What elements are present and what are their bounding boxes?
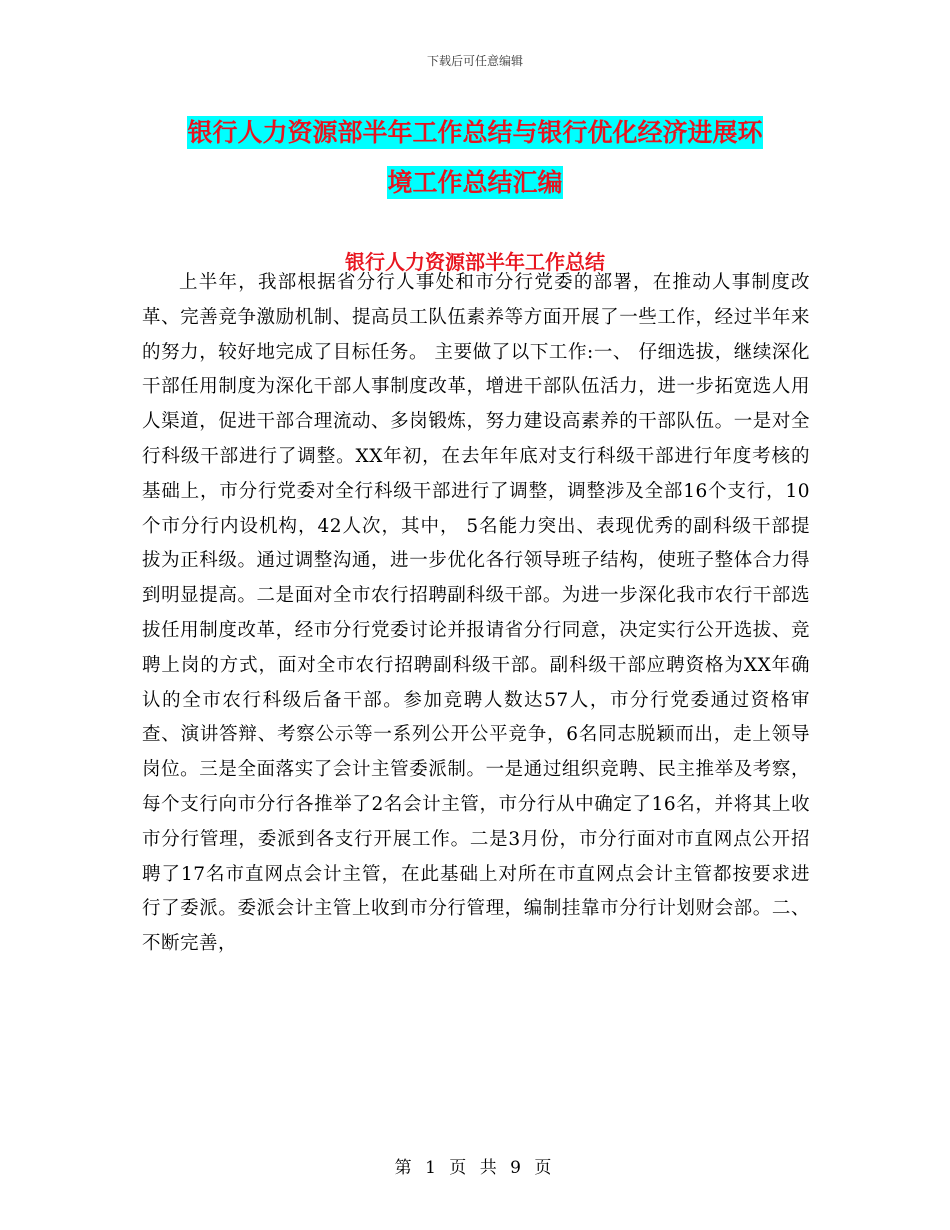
- header-note: 下载后可任意编辑: [426, 54, 523, 68]
- body-paragraph: 上半年，我部根据省分行人事处和市分行党委的部署，在推动人事制度改革、完善竞争激励机制、提高员工队伍素养等方面开展了一些工作，经过半年来的努力，较好地完成了目标任务。 主要做了以下工作:一、 仔细选拔，继续深化干部任用制度为深化干部人事制度改革，增进干部队伍活力，进一步拓宽选人用人渠道，促进干部合理流动、多岗锻炼，努力建设高素养的干部队伍。一是对全行科级干部进行了调整。XX年初，在去年年底对支行科级干部进行年度考核的基础上，市分行党委对全行科级干部进行了调整，调整涉及全部16个支行，10个市分行内设机构，42人次，其中， 5名能力突出、表现优秀的副科级干部提拔为正科级。通过调整沟通，进一步优化各行领导班子结构，使班子整体合力得到明显提高。二是面对全市农行招聘副科级干部。为进一步深化我市农行干部选拔任用制度改革，经市分行党委讨论并报请省分行同意，决定实行公开选拔、竞聘上岗的方式，面对全市农行招聘副科级干部。副科级干部应聘资格为XX年确认的全市农行科级后备干部。参加竞聘人数达57人，市分行党委通过资格审查、演讲答辩、考察公示等一系列公开公平竞争，6名同志脱颖而出，走上领导岗位。三是全面落实了会计主管委派制。一是通过组织竞聘、民主推举及考察，每个支行向市分行各推举了2名会计主管，市分行从中确定了16名，并将其上收市分行管理，委派到各支行开展工作。二是3月份，市分行面对市直网点公开招聘了17名市直网点会计主管，在此基础上对所在市直网点会计主管都按要求进行了委派。委派会计主管上收到市分行管理，编制挂靠市分行计划财会部。二、不断完善，: [142, 272, 810, 955]
- page-footer: 第 1 页 共 9 页: [394, 1158, 556, 1178]
- document-title: [80, 108, 870, 208]
- section-title: 银行人力资源部半年工作总结: [345, 250, 605, 274]
- title-line-1: 银行人力资源部半年工作总结与银行优化经济进展环: [187, 118, 763, 147]
- title-line-2: 境工作总结汇编: [387, 168, 563, 197]
